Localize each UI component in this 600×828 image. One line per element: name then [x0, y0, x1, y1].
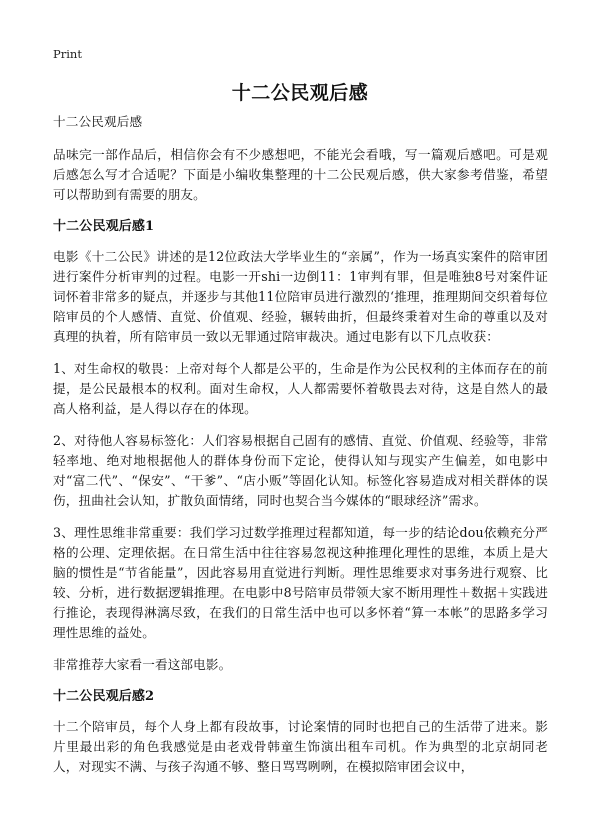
paragraph: 非常推荐大家看一看这部电影。 [53, 657, 232, 672]
section-heading: 十二公民观后感2 [53, 689, 155, 704]
article-body [53, 112, 548, 789]
print-link[interactable]: Print [53, 47, 82, 61]
paragraph: 3、理性思维非常重要：我们学习过数学推理过程都知道，每一步的结论dou依赖充分严格的公理、定理依据。在日常生活中往往容易忽视这种推理化理性的思维，本质上是大脑的惯性是“节省能量”，因此容易用直觉进行判断。理性思维要求对事务进行观察、比较、分析，进行数据逻辑推理。在电影中8号陪审员带领大家不断用理性＋数据＋实践进行推论，表现得淋漓尽致，在我们的日常生活中也可以多怀着“算一本帐”的思路多学习理性思维的益处。 [53, 525, 548, 640]
page-title: 十二公民观后感 [231, 82, 369, 104]
paragraph: 1、对生命权的敬畏：上帝对每个人都是公平的，生命是作为公民权利的主体而存在的前提，是公民最根本的权利。面对生命权，人人都需要怀着敬畏去对待，这是自然人的最高人格利益，是人得以存在的体现。 [53, 361, 548, 416]
paragraph: 十二个陪审员，每个人身上都有段故事，讨论案情的同时也把自己的生活带了进来。影片里最出彩的角色我感觉是由老戏骨韩童生饰演出租车司机。作为典型的北京胡同老人，对现实不满、与孩子沟通不够、整日骂骂咧咧，在模拟陪审团会议中， [53, 719, 548, 774]
intro-paragraph: 品味完一部作品后，相信你会有不少感想吧，不能光会看哦，写一篇观后感吧。可是观后感怎么写才合适呢？下面是小编收集整理的十二公民观后感，供大家参考借鉴，希望可以帮助到有需要的朋友。 [53, 147, 548, 202]
paragraph: 电影《十二公民》讲述的是12位政法大学毕业生的“亲属”，作为一场真实案件的陪审团进行案件分析审判的过程。电影一开shi一边倒11：1审判有罪，但是唯独8号对案件证词怀着非常多的疑点，并逐步与其他11位陪审员进行激烈的‘推理，推理期间交织着每位陪审员的个人感情、直觉、价值观、经验，辗转曲折，但最终秉着对生命的尊重以及对真理的执着，所有陪审员一致以无罪通过陪审裁决。通过电影有以下几点收获： [53, 249, 548, 344]
article-subtitle: 十二公民观后感 [53, 114, 143, 129]
section-heading: 十二公民观后感1 [53, 219, 155, 234]
paragraph: 2、对待他人容易标签化：人们容易根据自己固有的感情、直觉、价值观、经验等，非常轻率地、绝对地根据他人的群体身份而下定论，使得认知与现实产生偏差，如电影中对“富二代”、“保安”、“干爹”、“店小贩”等固化认知。标签化容易造成对相关群体的误伤，扭曲社会认知，扩散负面情绪，同时也契合当今媒体的“眼球经济”需求。 [53, 433, 548, 508]
